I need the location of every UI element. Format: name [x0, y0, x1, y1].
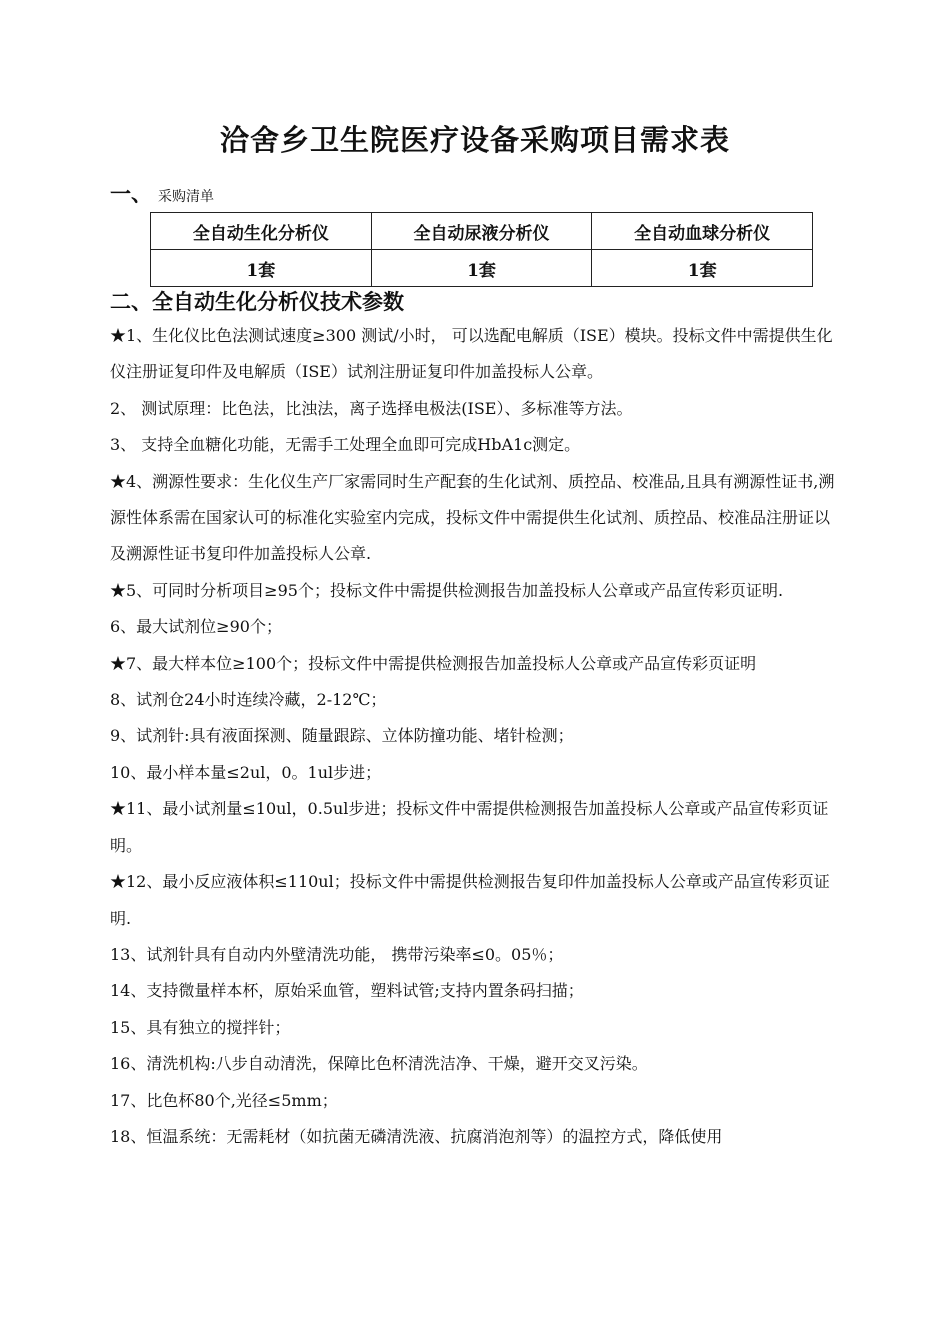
param-item: ★1、生化仪比色法测试速度≥300 测试/小时， 可以选配电解质（ISE）模块。投标文件中需提供生化仪注册证复印件及电解质（ISE）试剂注册证复印件加盖投标人公章。: [110, 326, 833, 382]
param-item: 10、最小样本量≤2ul，0。1ul步进；: [110, 762, 382, 782]
param-item: ★7、最大样本位≥100个；投标文件中需提供检测报告加盖投标人公章或产品宣传彩页证明: [110, 653, 757, 673]
param-item: 3、 支持全血糖化功能，无需手工处理全血即可完成HbA1c测定。: [110, 435, 581, 455]
param-item: 13、试剂针具有自动内外壁清洗功能， 携带污染率≤0。05％；: [110, 944, 564, 964]
section-purchase-list-heading: [110, 178, 214, 208]
param-item: ★5、可同时分析项目≥95个；投标文件中需提供检测报告加盖投标人公章或产品宣传彩页证明.: [110, 580, 784, 600]
table-row: [151, 250, 813, 287]
purchase-list-table: [150, 212, 813, 287]
param-item: ★12、最小反应液体积≤110ul；投标文件中需提供检测报告复印件加盖投标人公章或产品宣传彩页证明.: [110, 872, 830, 928]
table-cell-quantity: 1套: [592, 250, 813, 287]
table-header-row: [151, 213, 813, 250]
section-number: 一、: [110, 182, 152, 206]
table-cell-quantity: 1套: [371, 250, 592, 287]
table-header-cell: 全自动尿液分析仪: [371, 213, 592, 250]
table-header-cell: 全自动生化分析仪: [151, 213, 372, 250]
document-title: 洽舍乡卫生院医疗设备采购项目需求表: [219, 123, 730, 157]
param-item: ★11、最小试剂量≤10ul，0.5ul步进；投标文件中需提供检测报告加盖投标人公章或产品宣传彩页证明。: [110, 799, 829, 855]
tech-params-list: [110, 318, 845, 1155]
param-item: 16、清洗机构:八步自动清洗，保障比色杯清洗洁净、干燥，避开交叉污染。: [110, 1054, 648, 1074]
section-tech-params-heading: 二、全自动生化分析仪技术参数: [110, 290, 404, 314]
param-item: ★4、溯源性要求：生化仪生产厂家需同时生产配套的生化试剂、质控品、校准品,且具有溯源性证书,溯源性体系需在国家认可的标准化实验室内完成，投标文件中需提供生化试剂、质控品、校准品注册证以及溯源性证书复印件加盖投标人公章.: [110, 471, 835, 564]
param-item: 6、最大试剂位≥90个；: [110, 617, 282, 637]
section-label: 采购清单: [158, 189, 214, 205]
param-item: 2、 测试原理：比色法，比浊法，离子选择电极法(ISE）、多标准等方法。: [110, 398, 633, 418]
param-item: 17、比色杯80个,光径≤5mm；: [110, 1090, 338, 1110]
param-item: 9、试剂针:具有液面探测、随量跟踪、立体防撞功能、堵针检测；: [110, 726, 574, 746]
table-header-cell: 全自动血球分析仪: [592, 213, 813, 250]
param-item: 18、恒温系统：无需耗材（如抗菌无磷清洗液、抗腐消泡剂等）的温控方式，降低使用: [110, 1126, 723, 1146]
param-item: 8、试剂仓24小时连续冷藏，2-12℃；: [110, 690, 387, 710]
table-cell-quantity: 1套: [151, 250, 372, 287]
param-item: 15、具有独立的搅拌针；: [110, 1017, 291, 1037]
param-item: 14、支持微量样本杯，原始采血管，塑料试管;支持内置条码扫描；: [110, 981, 584, 1001]
